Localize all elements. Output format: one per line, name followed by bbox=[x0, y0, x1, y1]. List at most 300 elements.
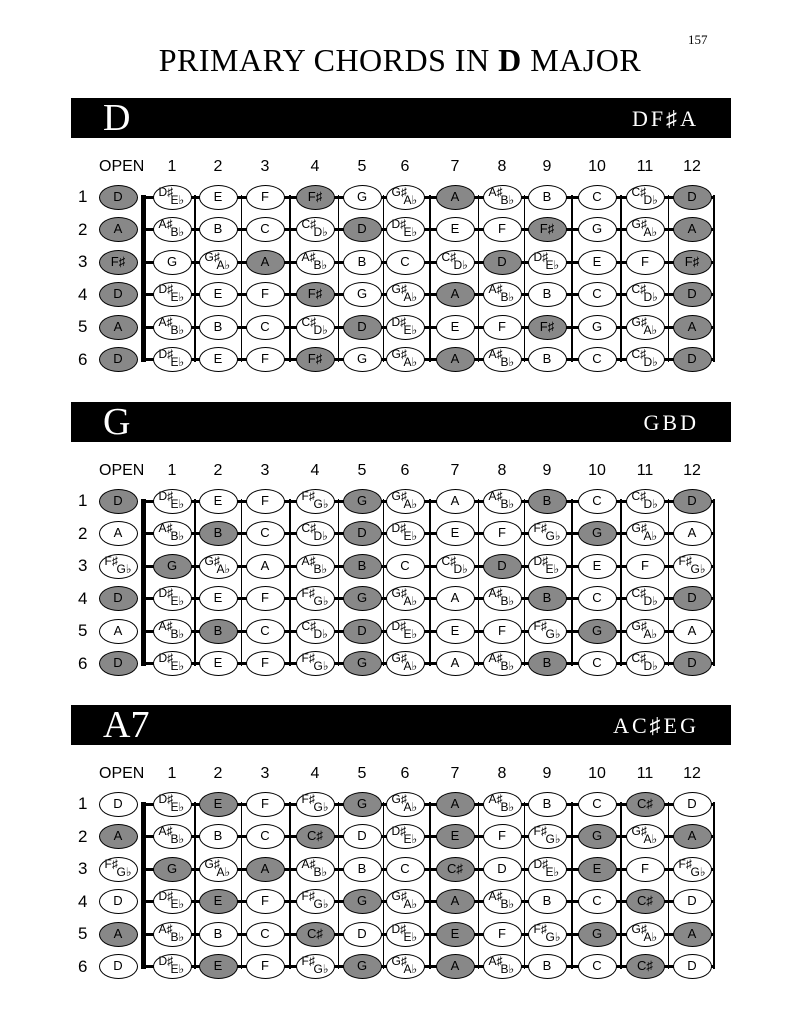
note-asharp-bb bbox=[296, 554, 335, 579]
note-upper: C♯ bbox=[301, 217, 317, 231]
note-lower: D♭ bbox=[643, 192, 658, 207]
note-lower: G♭ bbox=[313, 594, 329, 608]
note-upper: A♯ bbox=[488, 347, 503, 361]
note-csharp-db: C♯ bbox=[436, 857, 475, 882]
note-csharp-db bbox=[626, 489, 665, 514]
fret-line bbox=[241, 195, 243, 362]
note-upper: D♯ bbox=[533, 856, 549, 871]
page-title bbox=[0, 42, 800, 79]
note-gsharp-ab bbox=[199, 857, 238, 882]
note-b: B bbox=[528, 954, 567, 979]
note-asharp-bb bbox=[483, 282, 522, 307]
note-upper: D♯ bbox=[158, 282, 174, 296]
note-lower: B♭ bbox=[170, 225, 185, 239]
note-upper: D♯ bbox=[391, 824, 407, 838]
note-lower: A♭ bbox=[403, 355, 418, 369]
fret-line bbox=[524, 802, 526, 969]
note-e: E bbox=[199, 651, 238, 676]
note-dsharp-eb bbox=[528, 554, 567, 579]
note-lower: G♭ bbox=[545, 929, 561, 944]
note-upper: A♯ bbox=[301, 249, 316, 264]
note-b: B bbox=[343, 857, 382, 882]
note-e: E bbox=[436, 922, 475, 947]
chord-name: A7 bbox=[103, 704, 150, 746]
note-upper: A♯ bbox=[488, 791, 503, 806]
note-upper: A♯ bbox=[488, 586, 503, 600]
note-gsharp-ab bbox=[386, 889, 425, 914]
note-lower: D♭ bbox=[643, 496, 658, 511]
note-fsharp-gb: F♯ bbox=[673, 250, 712, 275]
note-c: C bbox=[578, 185, 617, 210]
fret-number: 9 bbox=[542, 765, 552, 782]
note-lower: D♭ bbox=[313, 225, 328, 239]
note-lower: E♭ bbox=[170, 496, 185, 511]
note-csharp-db bbox=[436, 250, 475, 275]
note-b: B bbox=[199, 824, 238, 849]
fret-line bbox=[620, 195, 622, 362]
chord-banner-a7 bbox=[71, 705, 731, 745]
note-fsharp-gb bbox=[99, 857, 138, 882]
note-upper: C♯ bbox=[631, 586, 647, 600]
note-upper: G♯ bbox=[391, 282, 407, 296]
note-d: D bbox=[483, 857, 522, 882]
note-f: F bbox=[246, 889, 285, 914]
note-lower: A♭ bbox=[403, 290, 418, 304]
note-lower: B♭ bbox=[500, 355, 515, 369]
note-dsharp-eb bbox=[528, 250, 567, 275]
note-lower: A♭ bbox=[403, 962, 418, 976]
fret-line bbox=[338, 499, 340, 666]
note-d: D bbox=[673, 954, 712, 979]
fret-number: 2 bbox=[213, 158, 223, 175]
note-gsharp-ab bbox=[386, 792, 425, 817]
note-g: G bbox=[343, 954, 382, 979]
note-upper: F♯ bbox=[301, 954, 315, 968]
note-f: F bbox=[483, 619, 522, 644]
note-lower: B♭ bbox=[170, 626, 185, 641]
note-f: F bbox=[246, 347, 285, 372]
note-csharp-db: C♯ bbox=[296, 922, 335, 947]
note-lower: E♭ bbox=[403, 626, 418, 641]
note-c: C bbox=[246, 217, 285, 242]
note-lower: G♭ bbox=[313, 897, 329, 911]
note-upper: A♯ bbox=[158, 824, 173, 838]
string-number: 1 bbox=[78, 794, 88, 813]
note-upper: G♯ bbox=[391, 889, 407, 903]
note-e: E bbox=[578, 250, 617, 275]
note-f: F bbox=[246, 586, 285, 611]
note-upper: D♯ bbox=[158, 651, 174, 665]
string-number: 1 bbox=[78, 491, 88, 510]
fret-line bbox=[620, 802, 622, 969]
fret-number: 9 bbox=[542, 462, 552, 479]
fret-line bbox=[241, 499, 243, 666]
note-csharp-db bbox=[626, 282, 665, 307]
string-number: 6 bbox=[78, 653, 88, 673]
note-lower: A♭ bbox=[403, 594, 418, 608]
note-d: D bbox=[673, 347, 712, 372]
fret-line bbox=[289, 195, 291, 362]
note-d: D bbox=[343, 922, 382, 947]
note-asharp-bb bbox=[483, 347, 522, 372]
fret-number: 7 bbox=[450, 765, 460, 782]
note-gsharp-ab bbox=[199, 250, 238, 275]
note-lower: E♭ bbox=[170, 799, 185, 814]
fret-number: 4 bbox=[310, 765, 320, 782]
note-csharp-db: C♯ bbox=[626, 889, 665, 914]
note-b: B bbox=[528, 586, 567, 611]
fret-line bbox=[668, 802, 670, 969]
note-upper: D♯ bbox=[158, 184, 174, 199]
fret-number: 7 bbox=[450, 462, 460, 479]
note-lower: G♭ bbox=[545, 529, 561, 543]
note-upper: C♯ bbox=[631, 347, 647, 361]
note-dsharp-eb bbox=[386, 521, 425, 546]
note-upper: F♯ bbox=[301, 889, 315, 903]
note-a: A bbox=[436, 651, 475, 676]
note-lower: B♭ bbox=[500, 496, 515, 511]
chord-name: D bbox=[103, 97, 131, 139]
note-c: C bbox=[578, 792, 617, 817]
note-csharp-db: C♯ bbox=[296, 824, 335, 849]
note-csharp-db bbox=[626, 586, 665, 611]
note-gsharp-ab bbox=[626, 824, 665, 849]
chord-notes: DF♯A bbox=[631, 106, 699, 131]
note-fsharp-gb bbox=[296, 586, 335, 611]
note-lower: G♭ bbox=[545, 626, 561, 641]
note-b: B bbox=[343, 554, 382, 579]
note-f: F bbox=[483, 521, 522, 546]
note-g: G bbox=[343, 282, 382, 307]
note-asharp-bb bbox=[153, 619, 192, 644]
note-gsharp-ab bbox=[626, 217, 665, 242]
note-dsharp-eb bbox=[386, 619, 425, 644]
note-fsharp-gb bbox=[673, 554, 712, 579]
string-number: 3 bbox=[78, 556, 88, 575]
note-upper: A♯ bbox=[158, 217, 173, 231]
fret-line bbox=[478, 195, 480, 362]
note-csharp-db: C♯ bbox=[626, 954, 665, 979]
fret-number: 6 bbox=[400, 765, 410, 782]
note-upper: A♯ bbox=[158, 618, 173, 633]
note-lower: B♭ bbox=[500, 962, 515, 976]
note-lower: D♭ bbox=[453, 257, 468, 272]
note-b: B bbox=[528, 889, 567, 914]
note-lower: D♭ bbox=[643, 659, 658, 673]
note-a: A bbox=[673, 619, 712, 644]
note-upper: A♯ bbox=[301, 553, 316, 568]
note-a: A bbox=[673, 521, 712, 546]
note-fsharp-gb bbox=[296, 792, 335, 817]
note-fsharp-gb bbox=[528, 619, 567, 644]
note-g: G bbox=[343, 185, 382, 210]
note-lower: A♭ bbox=[216, 864, 231, 879]
note-csharp-db bbox=[436, 554, 475, 579]
note-d: D bbox=[673, 586, 712, 611]
chord-banner-g bbox=[71, 402, 731, 442]
note-c: C bbox=[578, 651, 617, 676]
note-dsharp-eb bbox=[153, 282, 192, 307]
note-a: A bbox=[99, 922, 138, 947]
note-dsharp-eb bbox=[386, 217, 425, 242]
note-upper: C♯ bbox=[631, 184, 647, 199]
note-g: G bbox=[578, 315, 617, 340]
note-e: E bbox=[436, 521, 475, 546]
note-fsharp-gb: F♯ bbox=[296, 347, 335, 372]
note-dsharp-eb bbox=[386, 315, 425, 340]
open-label: OPEN bbox=[99, 765, 145, 782]
fret-line bbox=[524, 195, 526, 362]
fret-line bbox=[713, 802, 715, 969]
fret-number: 1 bbox=[167, 462, 177, 479]
note-upper: A♯ bbox=[488, 282, 503, 296]
note-dsharp-eb bbox=[386, 922, 425, 947]
note-upper: F♯ bbox=[301, 651, 315, 665]
note-a: A bbox=[246, 250, 285, 275]
note-lower: G♭ bbox=[545, 832, 561, 846]
fret-number: 1 bbox=[167, 158, 177, 175]
fret-line bbox=[194, 499, 196, 666]
fret-line bbox=[194, 195, 196, 362]
fret-line bbox=[571, 195, 573, 362]
string-number: 6 bbox=[78, 349, 88, 369]
fret-line bbox=[571, 499, 573, 666]
note-a: A bbox=[436, 347, 475, 372]
note-gsharp-ab bbox=[386, 954, 425, 979]
note-a: A bbox=[99, 619, 138, 644]
note-upper: D♯ bbox=[391, 921, 407, 936]
note-upper: G♯ bbox=[391, 651, 407, 665]
note-asharp-bb bbox=[483, 489, 522, 514]
note-lower: D♭ bbox=[313, 322, 328, 337]
note-gsharp-ab bbox=[626, 619, 665, 644]
string-number: 5 bbox=[78, 317, 88, 336]
fret-line bbox=[338, 195, 340, 362]
note-upper: G♯ bbox=[391, 488, 407, 503]
note-lower: D♭ bbox=[643, 290, 658, 304]
note-lower: E♭ bbox=[170, 897, 185, 911]
note-upper: A♯ bbox=[488, 651, 503, 665]
note-lower: G♭ bbox=[116, 864, 132, 879]
fret-number: 11 bbox=[636, 462, 654, 479]
note-d: D bbox=[673, 651, 712, 676]
fret-number: 8 bbox=[497, 158, 507, 175]
note-c: C bbox=[578, 489, 617, 514]
note-dsharp-eb bbox=[153, 889, 192, 914]
note-asharp-bb bbox=[483, 954, 522, 979]
note-upper: A♯ bbox=[488, 488, 503, 503]
note-b: B bbox=[528, 347, 567, 372]
string-number: 1 bbox=[78, 187, 88, 206]
note-fsharp-gb bbox=[296, 889, 335, 914]
note-upper: A♯ bbox=[488, 954, 503, 968]
note-b: B bbox=[528, 651, 567, 676]
fret-number: 1 bbox=[167, 765, 177, 782]
note-asharp-bb bbox=[483, 792, 522, 817]
note-upper: D♯ bbox=[158, 488, 174, 503]
note-lower: E♭ bbox=[403, 832, 418, 846]
fret-number: 11 bbox=[636, 765, 654, 782]
note-upper: C♯ bbox=[631, 651, 647, 665]
note-lower: B♭ bbox=[500, 897, 515, 911]
note-d: D bbox=[99, 185, 138, 210]
note-gsharp-ab bbox=[626, 521, 665, 546]
note-a: A bbox=[673, 315, 712, 340]
note-upper: F♯ bbox=[533, 521, 547, 535]
note-f: F bbox=[483, 824, 522, 849]
note-upper: F♯ bbox=[533, 921, 547, 936]
open-label: OPEN bbox=[99, 462, 145, 479]
note-dsharp-eb bbox=[153, 954, 192, 979]
note-lower: B♭ bbox=[170, 929, 185, 944]
note-a: A bbox=[673, 824, 712, 849]
note-upper: G♯ bbox=[391, 184, 407, 199]
note-f: F bbox=[246, 489, 285, 514]
note-lower: D♭ bbox=[453, 561, 468, 576]
note-c: C bbox=[578, 954, 617, 979]
note-upper: C♯ bbox=[301, 314, 317, 329]
note-e: E bbox=[436, 619, 475, 644]
note-c: C bbox=[246, 922, 285, 947]
note-csharp-db bbox=[296, 315, 335, 340]
note-c: C bbox=[578, 586, 617, 611]
fret-number: 2 bbox=[213, 765, 223, 782]
note-upper: G♯ bbox=[204, 856, 220, 871]
note-b: B bbox=[199, 922, 238, 947]
note-d: D bbox=[343, 217, 382, 242]
note-lower: D♭ bbox=[643, 355, 658, 369]
note-upper: F♯ bbox=[104, 856, 118, 871]
fret-line bbox=[429, 195, 431, 362]
fret-line bbox=[478, 802, 480, 969]
note-fsharp-gb: F♯ bbox=[296, 185, 335, 210]
note-fsharp-gb bbox=[99, 554, 138, 579]
note-d: D bbox=[673, 489, 712, 514]
note-g: G bbox=[343, 347, 382, 372]
fret-line bbox=[713, 499, 715, 666]
string-number: 5 bbox=[78, 621, 88, 640]
note-g: G bbox=[343, 651, 382, 676]
note-asharp-bb bbox=[296, 250, 335, 275]
note-fsharp-gb: F♯ bbox=[296, 282, 335, 307]
note-g: G bbox=[343, 792, 382, 817]
note-upper: F♯ bbox=[301, 488, 315, 503]
note-upper: A♯ bbox=[488, 184, 503, 199]
fret-line bbox=[571, 802, 573, 969]
note-b: B bbox=[199, 217, 238, 242]
note-e: E bbox=[199, 586, 238, 611]
note-fsharp-gb bbox=[528, 521, 567, 546]
note-lower: B♭ bbox=[500, 594, 515, 608]
string-number: 2 bbox=[78, 523, 88, 543]
note-d: D bbox=[673, 889, 712, 914]
note-g: G bbox=[153, 857, 192, 882]
note-gsharp-ab bbox=[386, 489, 425, 514]
note-lower: B♭ bbox=[500, 192, 515, 207]
chord-notes: AC♯EG bbox=[613, 713, 699, 738]
note-b: B bbox=[199, 315, 238, 340]
note-d: D bbox=[343, 619, 382, 644]
note-lower: E♭ bbox=[170, 962, 185, 976]
note-csharp-db bbox=[626, 651, 665, 676]
note-asharp-bb bbox=[153, 217, 192, 242]
fret-line bbox=[668, 195, 670, 362]
note-upper: D♯ bbox=[158, 791, 174, 806]
note-upper: A♯ bbox=[301, 856, 316, 871]
note-g: G bbox=[153, 554, 192, 579]
note-f: F bbox=[626, 857, 665, 882]
note-c: C bbox=[578, 889, 617, 914]
note-a: A bbox=[673, 922, 712, 947]
note-upper: F♯ bbox=[301, 586, 315, 600]
string-number: 6 bbox=[78, 956, 88, 976]
note-lower: G♭ bbox=[116, 561, 132, 576]
note-g: G bbox=[578, 521, 617, 546]
note-csharp-db bbox=[296, 217, 335, 242]
note-lower: E♭ bbox=[170, 192, 185, 207]
fret-number: 8 bbox=[497, 462, 507, 479]
title-key: D bbox=[498, 42, 522, 78]
note-e: E bbox=[199, 889, 238, 914]
fret-number: 5 bbox=[357, 462, 367, 479]
note-asharp-bb bbox=[483, 651, 522, 676]
note-b: B bbox=[199, 521, 238, 546]
note-b: B bbox=[528, 792, 567, 817]
fret-number: 2 bbox=[213, 462, 223, 479]
note-f: F bbox=[483, 922, 522, 947]
fret-number: 10 bbox=[588, 765, 606, 782]
note-c: C bbox=[578, 282, 617, 307]
note-lower: E♭ bbox=[170, 594, 185, 608]
note-e: E bbox=[578, 554, 617, 579]
note-dsharp-eb bbox=[153, 489, 192, 514]
note-fsharp-gb: F♯ bbox=[99, 250, 138, 275]
note-lower: E♭ bbox=[170, 290, 185, 304]
note-lower: A♭ bbox=[403, 192, 418, 207]
note-d: D bbox=[343, 315, 382, 340]
note-upper: F♯ bbox=[678, 856, 692, 871]
note-b: B bbox=[528, 282, 567, 307]
note-e: E bbox=[199, 792, 238, 817]
note-dsharp-eb bbox=[528, 857, 567, 882]
note-g: G bbox=[343, 889, 382, 914]
note-lower: A♭ bbox=[403, 659, 418, 673]
note-a: A bbox=[99, 521, 138, 546]
note-e: E bbox=[436, 315, 475, 340]
chord-name: G bbox=[103, 401, 131, 443]
note-gsharp-ab bbox=[386, 347, 425, 372]
note-e: E bbox=[436, 217, 475, 242]
fret-line bbox=[524, 499, 526, 666]
note-fsharp-gb bbox=[296, 489, 335, 514]
note-csharp-db bbox=[626, 347, 665, 372]
note-g: G bbox=[578, 922, 617, 947]
fret-number: 11 bbox=[636, 158, 654, 175]
note-g: G bbox=[578, 824, 617, 849]
note-upper: G♯ bbox=[391, 586, 407, 600]
note-asharp-bb bbox=[153, 922, 192, 947]
note-upper: G♯ bbox=[631, 521, 647, 535]
note-g: G bbox=[578, 217, 617, 242]
note-gsharp-ab bbox=[386, 282, 425, 307]
title-suffix: MAJOR bbox=[521, 42, 642, 78]
fret-line bbox=[289, 499, 291, 666]
note-asharp-bb bbox=[153, 521, 192, 546]
fret-line bbox=[338, 802, 340, 969]
fret-number: 5 bbox=[357, 765, 367, 782]
note-upper: C♯ bbox=[441, 553, 457, 568]
fret-number: 12 bbox=[683, 765, 701, 782]
